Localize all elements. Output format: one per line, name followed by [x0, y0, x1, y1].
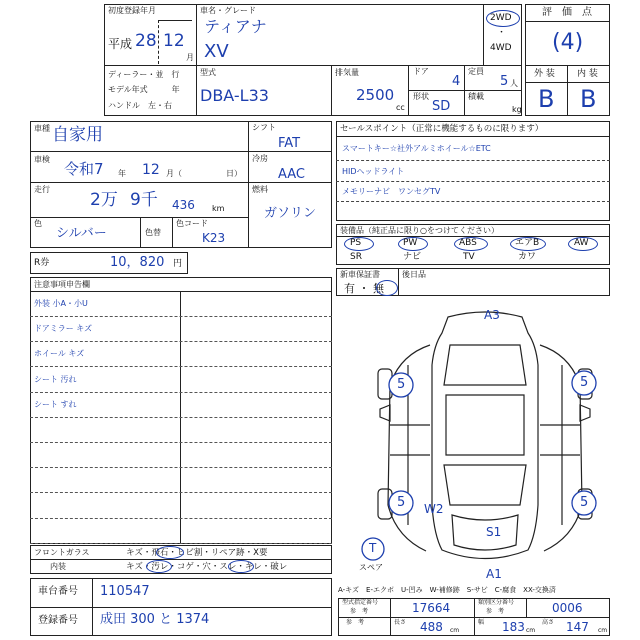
registration-label: 登録番号 [38, 615, 78, 626]
first-reg-month: 12 [163, 31, 185, 51]
note-item: ホイール キズ [34, 349, 85, 358]
inspection-label: 車検 [34, 155, 50, 164]
car-name: ティアナ [204, 17, 267, 36]
color-code-label: 色コード [176, 219, 208, 228]
length-cm: cm [450, 627, 460, 634]
note-item: 外装 小A・小U [34, 299, 88, 308]
color-change-label: 色替 [145, 228, 161, 237]
registration-value: 成田 300 と 1374 [100, 612, 210, 627]
class-label: 類別区分番号 [478, 599, 515, 606]
notes-label: 注意事項申告欄 [34, 280, 90, 289]
inspection-month-unit: 月（ [166, 169, 182, 178]
recycle-label: R券 [34, 258, 50, 268]
front-glass-label: フロントガラス [34, 548, 90, 557]
exterior-label: 外 装 [534, 69, 555, 79]
equipment-ps: PS [350, 238, 362, 248]
selling-points-label: セールスポイント（正常に機能するものに限ります） [340, 124, 544, 134]
type-designation-label: 型式指定番号 [342, 599, 379, 606]
width-value: 183 [502, 620, 525, 634]
equipment-pw: PW [403, 238, 418, 248]
first-reg-era: 平成 [108, 37, 133, 51]
note-line [30, 518, 332, 519]
selling-point-item: スマートキー☆社外アルミホイール☆ETC [342, 144, 491, 153]
fuel-value: ガソリン [264, 206, 317, 221]
inspection-day-unit: 日） [226, 169, 242, 178]
mileage-rest: 436 [172, 198, 195, 212]
equipment-navi: ナビ [403, 252, 422, 262]
door-label: ドア [413, 67, 429, 76]
dealer-label: ディーラー・並 行 [108, 70, 180, 79]
note-item: シート 汚れ [34, 375, 77, 384]
equipment-sr: SR [350, 252, 362, 262]
selling-point-item: HIDヘッドライト [342, 167, 405, 176]
equipment-leather: カワ [518, 252, 537, 262]
capacity-unit: 人 [510, 79, 518, 88]
km-label: km [212, 204, 225, 213]
exterior-grade: B [538, 85, 555, 113]
color-value: シルバー [56, 226, 107, 241]
note-line [30, 543, 332, 544]
equipment-label: 装備品（純正品に限り○をつけてください） [340, 226, 499, 235]
mark-a3: A3 [484, 308, 500, 322]
equipment-abs: ABS [459, 238, 477, 248]
recycle-amount: 10，820 [110, 255, 165, 270]
equipment-tv: TV [463, 252, 475, 262]
note-item: ドアミラー キズ [34, 324, 93, 333]
kg-label: kg [512, 105, 522, 114]
chassis-label: 車台番号 [38, 586, 78, 597]
spare-mark: T [369, 541, 377, 555]
shape-label: 形状 [413, 92, 429, 101]
notes-section [30, 277, 332, 544]
warranty-label: 新車保証書 [340, 270, 380, 279]
note-line [30, 392, 332, 393]
warranty-value: 有 ・ 無 [344, 282, 384, 295]
displacement: 2500 [356, 86, 395, 104]
length-value: 488 [420, 620, 443, 634]
car-diagram [360, 305, 610, 575]
mileage-sen: 9千 [130, 190, 158, 210]
glass-circle [156, 546, 184, 559]
mark-wheel-rr: 5 [580, 495, 589, 510]
mark-w2: W2 [424, 502, 444, 516]
inspection-month: 12 [142, 162, 160, 178]
score-value: (4) [552, 30, 584, 55]
front-glass-value: キズ・飛石・ヒビ割・リペア跡・X要 [126, 548, 268, 558]
shift-label: シフト [252, 123, 276, 132]
interior-circle [228, 560, 254, 573]
drive-4wd: 4WD [490, 43, 512, 53]
interior-cond-value: キズ・汚レ・コゲ・穴・スレ・キレ・破レ [126, 562, 288, 572]
note-line [30, 316, 332, 317]
model-type: DBA-L33 [200, 86, 269, 105]
ac-value: AAC [278, 167, 305, 182]
mark-wheel-fr: 5 [580, 375, 589, 390]
model-year-label: モデル年式 年 [108, 85, 180, 94]
interior-grade: B [580, 85, 597, 113]
interior-cond-label: 内装 [50, 562, 66, 571]
equipment-aw: AW [574, 238, 589, 248]
legend: A-キズ E-エクボ U-凹み W-補修跡 S-サビ C-腐食 XX-交換済 [338, 586, 556, 594]
color-label: 色 [34, 219, 42, 228]
cc-label: cc [396, 103, 405, 112]
note-line [30, 467, 332, 468]
spare-label: スペア [359, 563, 383, 572]
height-label: 高さ [542, 619, 555, 626]
inspection-era: 令和7 [64, 160, 104, 178]
month-unit: 月 [186, 53, 194, 62]
interior-circle [146, 560, 172, 573]
height-value: 147 [566, 620, 589, 634]
record-label: 後日品 [402, 270, 426, 279]
shape: SD [432, 99, 451, 114]
ac-label: 冷房 [252, 154, 268, 163]
drive-dot: ・ [497, 28, 507, 38]
width-label: 幅 [478, 619, 485, 626]
car-grade: XV [204, 41, 229, 62]
car-name-label: 車名・グレード [200, 6, 256, 15]
handle-label: ハンドル 左・右 [108, 101, 172, 110]
score-label: 評 価 点 [542, 7, 592, 18]
mark-a1: A1 [486, 567, 502, 581]
note-line [30, 442, 332, 443]
model-type-label: 型式 [200, 68, 216, 77]
capacity-label: 定員 [468, 67, 484, 76]
use-value: 自家用 [52, 125, 103, 145]
class-ref: 参 考 [486, 608, 505, 615]
warranty-circle [376, 280, 398, 296]
displacement-label: 排気量 [335, 68, 359, 77]
interior-label: 内 装 [577, 69, 598, 79]
length-label: 長さ [394, 619, 407, 626]
class-value: 0006 [552, 601, 583, 615]
use-label: 車種 [34, 124, 50, 133]
fuel-label: 燃料 [252, 185, 268, 194]
first-reg-label: 初度登録年月 [108, 6, 156, 15]
shift-value: FAT [278, 136, 301, 151]
mark-wheel-rl: 5 [397, 495, 406, 510]
load-label: 積載 [468, 92, 484, 101]
recycle-unit: 円 [173, 259, 183, 269]
first-reg-year: 28 [135, 31, 157, 51]
mileage-man: 2万 [90, 190, 118, 210]
width-cm: cm [526, 627, 536, 634]
note-line [30, 341, 332, 342]
mark-s1: S1 [486, 525, 502, 539]
note-item: シート すれ [34, 400, 77, 409]
type-designation-ref: 参 考 [350, 608, 369, 615]
note-line [30, 366, 332, 367]
type-designation: 17664 [412, 601, 451, 615]
height-cm: cm [598, 627, 608, 634]
selling-point-item: メモリーナビ ワンセグTV [342, 187, 441, 196]
inspection-year-unit: 年 [118, 169, 126, 178]
doors: 4 [452, 74, 461, 89]
mark-wheel-fl: 5 [397, 377, 406, 392]
length-label-ref: 参 考 [346, 619, 365, 626]
note-line [30, 417, 332, 418]
capacity: 5 [500, 74, 509, 89]
mileage-label: 走行 [34, 185, 50, 194]
color-code: K23 [202, 231, 226, 245]
drive-2wd: 2WD [490, 13, 512, 23]
note-line [30, 492, 332, 493]
chassis-value: 110547 [100, 584, 150, 599]
equipment-airbag: エアB [515, 238, 540, 248]
